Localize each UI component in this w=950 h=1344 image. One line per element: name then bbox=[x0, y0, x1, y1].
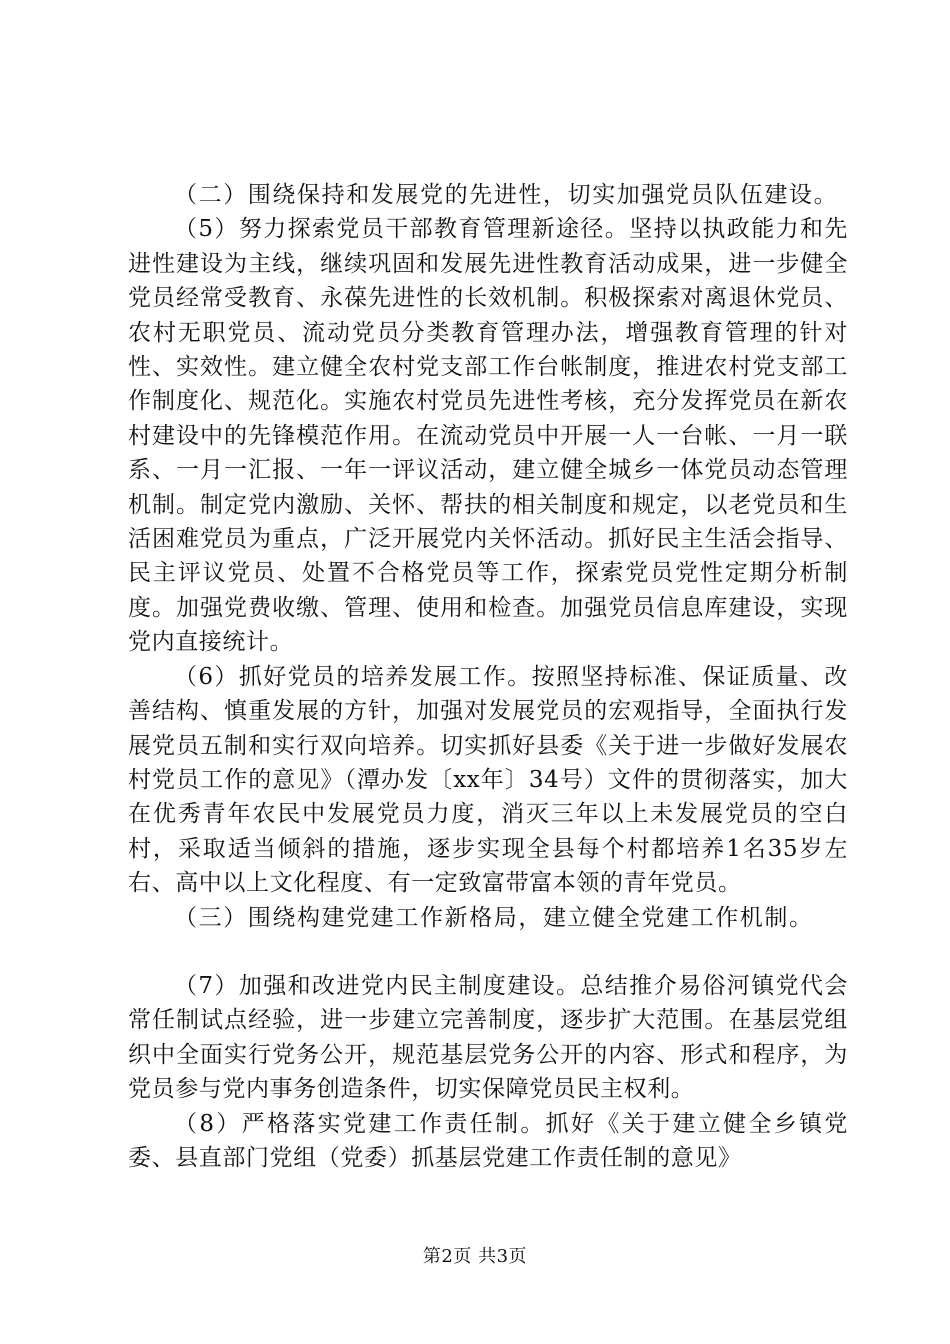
paragraph-gap bbox=[128, 935, 848, 969]
paragraph-item-8: （8）严格落实党建工作责任制。抓好《关于建立健全乡镇党委、县直部门党组（党委）抓基层党建工作责任制的意见》 bbox=[128, 1110, 848, 1171]
page-footer: 第2页 共3页 bbox=[422, 1246, 528, 1267]
document-body bbox=[128, 178, 848, 1175]
section-heading-2: （二）围绕保持和发展党的先进性，切实加强党员队伍建设。 bbox=[174, 182, 839, 208]
paragraph-item-6: （6）抓好党员的培养发展工作。按照坚持标准、保证质量、改善结构、慎重发展的方针，加强对发展党员的宏观指导，全面执行发展党员五制和实行双向培养。切实抓好县委《关于进一步做好发展农村党员工作的意见》（潭办发〔xx年〕34号）文件的贯彻落实，加大在优秀青年农民中发展党员力度，消灭三年以上未发展党员的空白村，采取适当倾斜的措施，逐步实现全县每个村都培养1名35岁左右、高中以上文化程度、有一定致富带富本领的青年党员。 bbox=[128, 663, 848, 897]
paragraph-item-7: （7）加强和改进党内民主制度建设。总结推介易俗河镇党代会常任制试点经验，进一步建立完善制度，逐步扩大范围。在基层党组织中全面实行党务公开，规范基层党务公开的内容、形式和程序，为党员参与党内事务创造条件，切实保障党员民主权利。 bbox=[128, 972, 848, 1103]
section-heading-3: （三）围绕构建党建工作新格局，建立健全党建工作机制。 bbox=[174, 904, 814, 931]
paragraph-item-5: （5）努力探索党员干部教育管理新途径。坚持以执政能力和先进性建设为主线，继续巩固和发展先进性教育活动成果，进一步健全党员经常受教育、永葆先进性的长效机制。积极探索对离退休党员、农村无职党员、流动党员分类教育管理办法，增强教育管理的针对性、实效性。建立健全农村党支部工作台帐制度，推进农村党支部工作制度化、规范化。实施农村党员先进性考核，充分发挥党员在新农村建设中的先锋模范作用。在流动党员中开展一人一台帐、一月一联系、一月一汇报、一年一评议活动，建立健全城乡一体党员动态管理机制。制定党内激励、关怀、帮扶的相关制度和规定，以老党员和生活困难党员为重点，广泛开展党内关怀活动。抓好民主生活会指导、民主评议党员、处置不合格党员等工作，探索党员党性定期分析制度。加强党费收缴、管理、使用和检查。加强党员信息库建设，实现党内直接统计。 bbox=[128, 216, 848, 656]
